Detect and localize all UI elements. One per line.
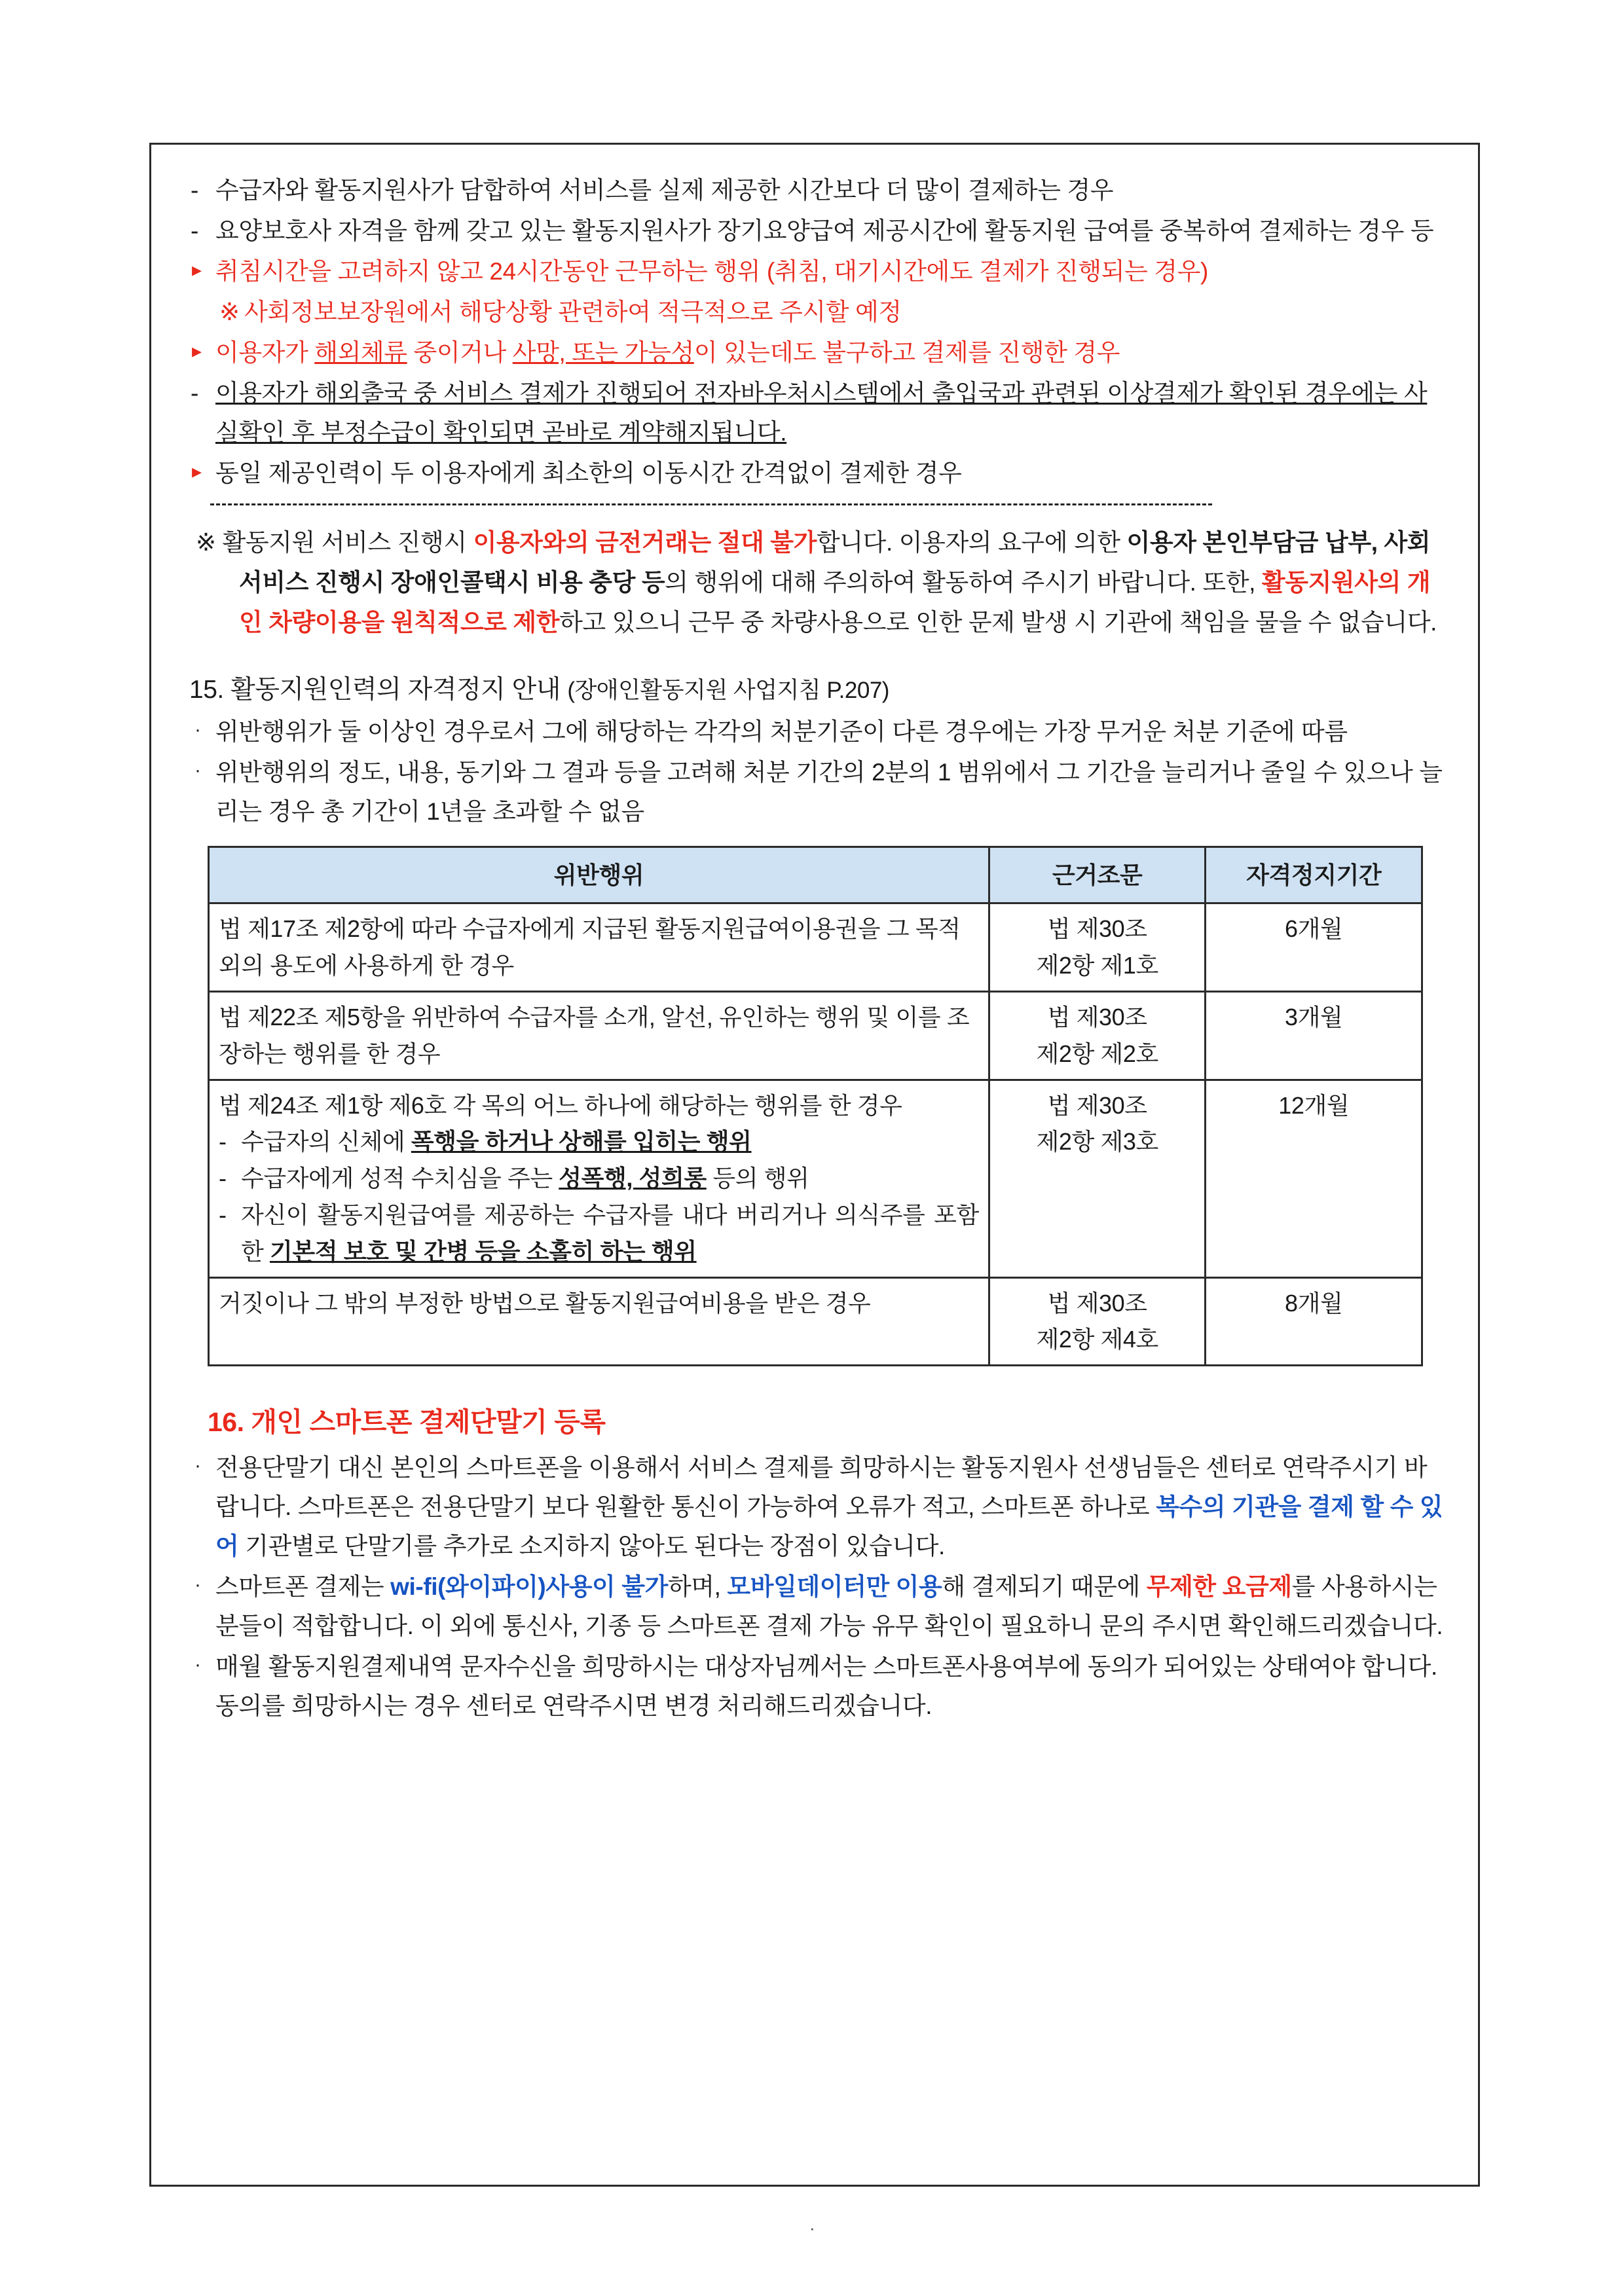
bullet-marker: ▸ [192,340,202,362]
s16-b1-seg3: 기관별로 단말기를 추가로 소지하지 않아도 된다는 장점이 있습니다. [238,1532,945,1559]
cell-violation-intro: 법 제24조 제1항 제6호 각 목의 어느 하나에 해당하는 행위를 한 경우 [219,1091,902,1119]
notice-paragraph [196,522,1440,643]
column-header-period: 자격정지기간 [1206,847,1422,903]
cell-law-line1: 법 제30조 [1047,1091,1147,1119]
s16-b1-seg1: 전용단말기 대신 본인의 스마트폰을 이용해서 서비스 결제를 희망하시는 활동지원사 선생님들은 센터로 연락주시기 바랍니다. 스마트폰은 전용단말기 보다 원활한 통신이 가능하여 오류가 적고, 스마트폰 하나로 [215,1454,1428,1521]
sub-emphasis: 폭행을 하거나 상해를 입히는 행위 [411,1128,752,1156]
notice-seg-4: 이용자 본인부담금 납부, 사회서비스 진행시 장애인콜택시 비용 충당 등 [239,528,1431,596]
cell-law-line2: 제2항 제2호 [1036,1040,1158,1067]
list-item [185,211,1447,251]
list-item-text: 취침시간을 고려하지 않고 24시간동안 근무하는 행위 (취침, 대기시간에도 결제가 진행되는 경우) [215,257,1208,285]
cell-law [989,1277,1206,1366]
cell-violation-sub-1 [219,1123,979,1160]
list-item-text: 동일 제공인력이 두 이용자에게 최소한의 이동시간 간격없이 결제한 경우 [215,459,962,486]
s16-b2-seg3: 하며, [667,1573,728,1600]
cell-law [989,991,1206,1080]
note-marker: ※ [219,298,240,325]
bullet-marker: - [191,177,198,204]
notice-seg-5: 의 행위에 대해 주의하여 활동하여 주시기 바랍니다. 또한, [665,568,1262,596]
list-item-text-d: 사망, 또는 가능성 [512,338,694,366]
bullet-marker: - [191,217,198,244]
cell-law-line2: 제2항 제1호 [1036,952,1158,979]
cell-law-line1: 법 제30조 [1047,1289,1147,1317]
list-item [185,252,1447,291]
cell-violation [209,1080,989,1277]
list-item [185,1448,1447,1566]
cell-period: 8개월 [1206,1277,1422,1366]
list-item [185,333,1447,373]
section-15-title: 15. 활동지원인력의 자격정지 안내 [189,675,561,704]
qualification-suspension-table [208,846,1423,1367]
section-16-heading: 16. 개인 스마트폰 결제단말기 등록 [208,1407,606,1438]
column-header-violation: 위반행위 [209,847,989,903]
bullet-marker: · [194,1573,201,1595]
notice-seg-3: 합니다. 이용자의 요구에 의한 [817,528,1127,556]
column-header-law: 근거조문 [989,847,1206,903]
bullet-marker: ▸ [192,460,202,483]
sub-pre: 수급자에게 성적 수치심을 주는 [241,1165,559,1192]
s16-b2-seg7: 를 사용하시는 분들이 적합합니다. 이 외에 통신사, 기종 등 스마트폰 결제 가능 유무 확인이 필요하니 문의 주시면 확인해드리겠습니다. [215,1573,1443,1639]
list-item [185,1647,1447,1726]
section-15-subtitle: (장애인활동지원 사업지침 P.207) [567,677,889,703]
top-bullet-list [185,171,1447,493]
list-item [185,171,1447,210]
notice-marker: ※ [196,528,216,556]
notice-seg-2: 이용자와의 금전거래는 절대 불가 [473,528,817,556]
s16-b2-seg5: 해 결제되기 때문에 [942,1573,1147,1600]
cell-violation: 법 제22조 제5항을 위반하여 수급자를 소개, 알선, 유인하는 행위 및 이를 조장하는 행위를 한 경우 [209,991,989,1080]
list-item-text: 이용자가 해외출국 중 서비스 결제가 진행되어 전자바우처시스템에서 출입국과 관련된 이상결제가 확인된 경우에는 사실확인 후 부정수급이 확인되면 곧바로 계약해지됩니다. [215,379,1428,446]
table-row [209,1277,1422,1366]
list-item-text: 위반행위가 둘 이상인 경우로서 그에 해당하는 각각의 처분기준이 다른 경우에는 가장 무거운 처분 기준에 따름 [215,718,1348,745]
cell-law [989,903,1206,992]
list-item-text-b: 해외체류 [314,338,407,366]
bullet-marker: ▸ [192,259,202,281]
s16-b2-seg6: 무제한 요금제 [1146,1573,1292,1600]
list-item [185,454,1447,493]
sub-marker: - [219,1128,227,1156]
sub-post: 등의 행위 [706,1165,809,1192]
list-item-text: 사회정보보장원에서 해당상황 관련하여 적극적으로 주시할 예정 [244,298,902,325]
list-item [185,753,1447,831]
section-15-bullets [185,712,1447,831]
sub-marker: - [219,1201,227,1228]
s16-b2-seg2: wi-fi(와이파이)사용이 불가 [390,1573,668,1600]
bullet-marker: - [191,379,198,407]
notice-seg-6: 활동지원사의 개인 차량이용을 원칙적으로 제한 [239,568,1431,636]
cell-violation-sub-2 [219,1160,979,1197]
sub-marker: - [219,1165,227,1192]
cell-law-line2: 제2항 제3호 [1036,1128,1158,1156]
sub-pre: 자신이 활동지원급여를 제공하는 수급자를 내다 버리거나 의식주를 포함한 [241,1201,979,1265]
table-row [209,1080,1422,1277]
list-item-text-c: 중이거나 [407,338,513,366]
s16-b2-seg4: 모바일데이터만 이용 [727,1573,942,1600]
table-row [209,903,1422,992]
list-item-note [185,293,1447,332]
s16-b1-seg2: 복수의 기관을 결제 할 수 있어 [215,1493,1443,1559]
notice-seg-1: 활동지원 서비스 진행시 [222,528,473,556]
bullet-marker: · [194,1455,201,1477]
content-frame [149,143,1480,2187]
cell-period: 3개월 [1206,991,1422,1080]
s16-b3-seg1: 매월 활동지원결제내역 문자수신을 희망하시는 대상자님께서는 스마트폰사용여부에 동의가 되어있는 상태여야 합니다. 동의를 희망하시는 경우 센터로 연락주시면 변경 처리해드리겠습니다. [215,1652,1437,1719]
list-item [185,712,1447,752]
cell-violation-sub-3 [219,1197,979,1270]
cell-law-line1: 법 제30조 [1047,915,1147,943]
cell-period: 6개월 [1206,903,1422,992]
list-item [185,1567,1447,1646]
cell-law [989,1080,1206,1277]
list-item-text: 위반행위의 정도, 내용, 동기와 그 결과 등을 고려해 처분 기간의 2분의 1 범위에서 그 기간을 늘리거나 줄일 수 있으나 늘리는 경우 총 기간이 1년을 초과할 수 없음 [215,758,1443,825]
sub-pre: 수급자의 신체에 [241,1128,411,1156]
bullet-marker: · [194,1653,201,1675]
page-footer-mark: · [809,2218,815,2238]
list-item-text-a: 이용자가 [215,338,315,366]
notice-seg-7: 하고 있으니 근무 중 차량사용으로 인한 문제 발생 시 기관에 책임을 물을 수 없습니다. [559,609,1437,636]
table-header-row [209,847,1422,903]
cell-violation: 거짓이나 그 밖의 부정한 방법으로 활동지원급여비용을 받은 경우 [209,1277,989,1366]
bullet-marker: · [194,759,201,781]
section-16-bullets [185,1448,1447,1726]
dashed-divider [210,503,1212,505]
cell-law-line2: 제2항 제4호 [1036,1326,1158,1353]
section-15-heading [189,669,1447,706]
list-item [185,374,1447,452]
list-item-text-e: 이 있는데도 불구하고 결제를 진행한 경우 [693,338,1120,366]
cell-law-line1: 법 제30조 [1047,1003,1147,1030]
sub-emphasis: 기본적 보호 및 간병 등을 소홀히 하는 행위 [269,1237,697,1265]
s16-b2-seg1: 스마트폰 결제는 [215,1573,391,1600]
bullet-marker: · [194,718,201,740]
list-item-text: 수급자와 활동지원사가 담합하여 서비스를 실제 제공한 시간보다 더 많이 결제하는 경우 [215,177,1114,204]
sub-emphasis: 성폭행, 성희롱 [559,1165,707,1192]
list-item-text: 요양보호사 자격을 함께 갖고 있는 활동지원사가 장기요양급여 제공시간에 활동지원 급여를 중복하여 결제하는 경우 등 [215,217,1434,244]
cell-violation: 법 제17조 제2항에 따라 수급자에게 지급된 활동지원급여이용권을 그 목적 외의 용도에 사용하게 한 경우 [209,903,989,992]
cell-period: 12개월 [1206,1080,1422,1277]
table-row [209,991,1422,1080]
